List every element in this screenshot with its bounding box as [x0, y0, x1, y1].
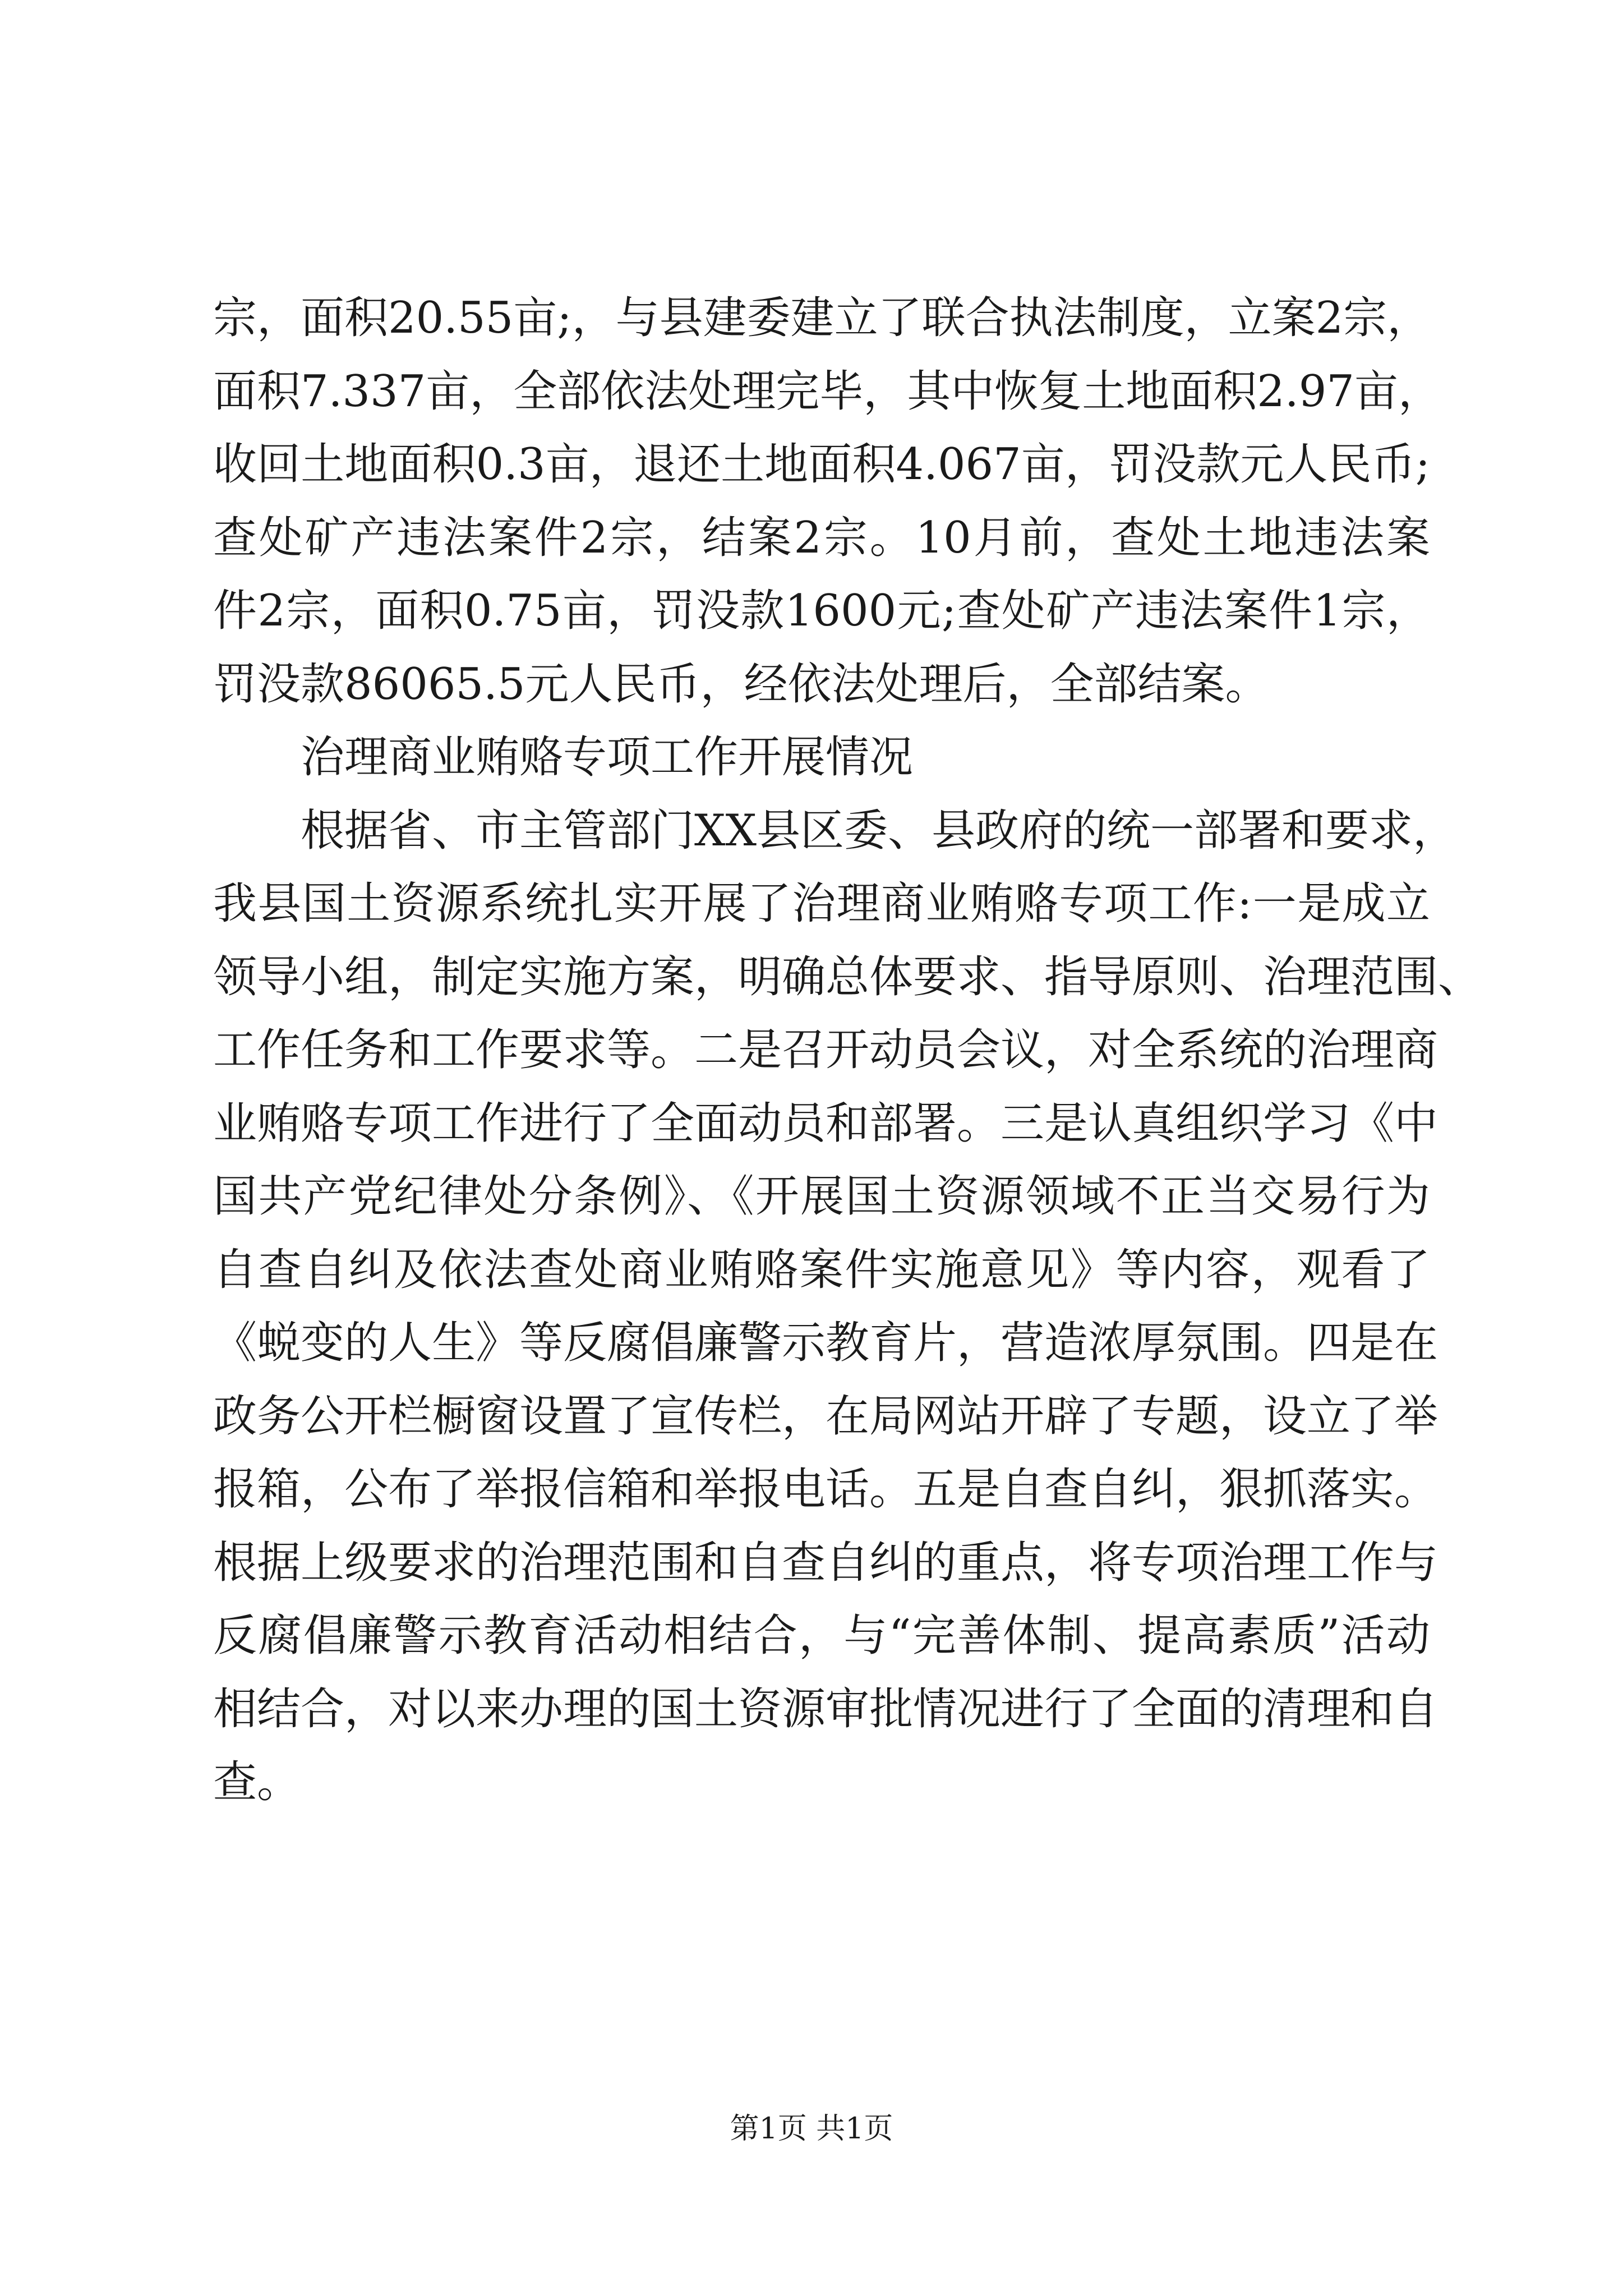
text-line: 政务公开栏橱窗设置了宣传栏，在局网站开辟了专题，设立了举 [213, 1391, 1438, 1442]
text-line: 国共产党纪律处分条例》、《开展国土资源领域不正当交易行为 [213, 1171, 1430, 1222]
text-line: 《蜕变的人生》等反腐倡廉警示教育片，营造浓厚氛围。四是在 [213, 1318, 1438, 1368]
text-line: 自查自纠及依法查处商业贿赂案件实施意见》等内容，观看了 [213, 1244, 1430, 1295]
section-heading: 治理商业贿赂专项工作开展情况 [301, 732, 914, 783]
text-line: 件2宗，面积0.75亩，罚没款1600元;查处矿产违法案件1宗， [213, 586, 1430, 636]
text-line: 我县国土资源系统扎实开展了治理商业贿赂专项工作:一是成立 [213, 878, 1430, 929]
text-line: 相结合，对以来办理的国土资源审批情况进行了全面的清理和自 [213, 1683, 1438, 1734]
text-line: 查。 [213, 1757, 301, 1807]
text-line: 收回土地面积0.3亩，退还土地面积4.067亩，罚没款元人民币; [213, 439, 1430, 490]
text-line: 领导小组，制定实施方案，明确总体要求、指导原则、治理范围、 [213, 951, 1482, 1002]
document-body [213, 282, 1482, 1819]
paragraph-2 [213, 794, 1482, 1819]
paragraph-1 [213, 282, 1442, 721]
text-line: 根据省、市主管部门XX县区委、县政府的统一部署和要求， [301, 805, 1457, 856]
text-line: 业贿赂专项工作进行了全面动员和部署。三是认真组织学习《中 [213, 1098, 1438, 1149]
page-footer: 第1页 共1页 [730, 2112, 893, 2146]
text-line: 根据上级要求的治理范围和自查自纠的重点，将专项治理工作与 [213, 1537, 1438, 1588]
text-line: 罚没款86065.5元人民币，经依法处理后，全部结案。 [213, 659, 1269, 710]
text-line: 宗，面积20.55亩;，与县建委建立了联合执法制度，立案2宗， [213, 293, 1431, 343]
text-line: 查处矿产违法案件2宗，结案2宗。10月前，查处土地违法案 [213, 512, 1430, 563]
text-line: 反腐倡廉警示教育活动相结合，与“完善体制、提高素质”活动 [213, 1611, 1430, 1661]
text-line: 工作任务和工作要求等。二是召开动员会议，对全系统的治理商 [213, 1025, 1438, 1075]
text-line: 面积7.337亩，全部依法处理完毕，其中恢复土地面积2.97亩， [213, 366, 1442, 417]
text-line: 报箱，公布了举报信箱和举报电话。五是自查自纠，狠抓落实。 [213, 1464, 1438, 1515]
